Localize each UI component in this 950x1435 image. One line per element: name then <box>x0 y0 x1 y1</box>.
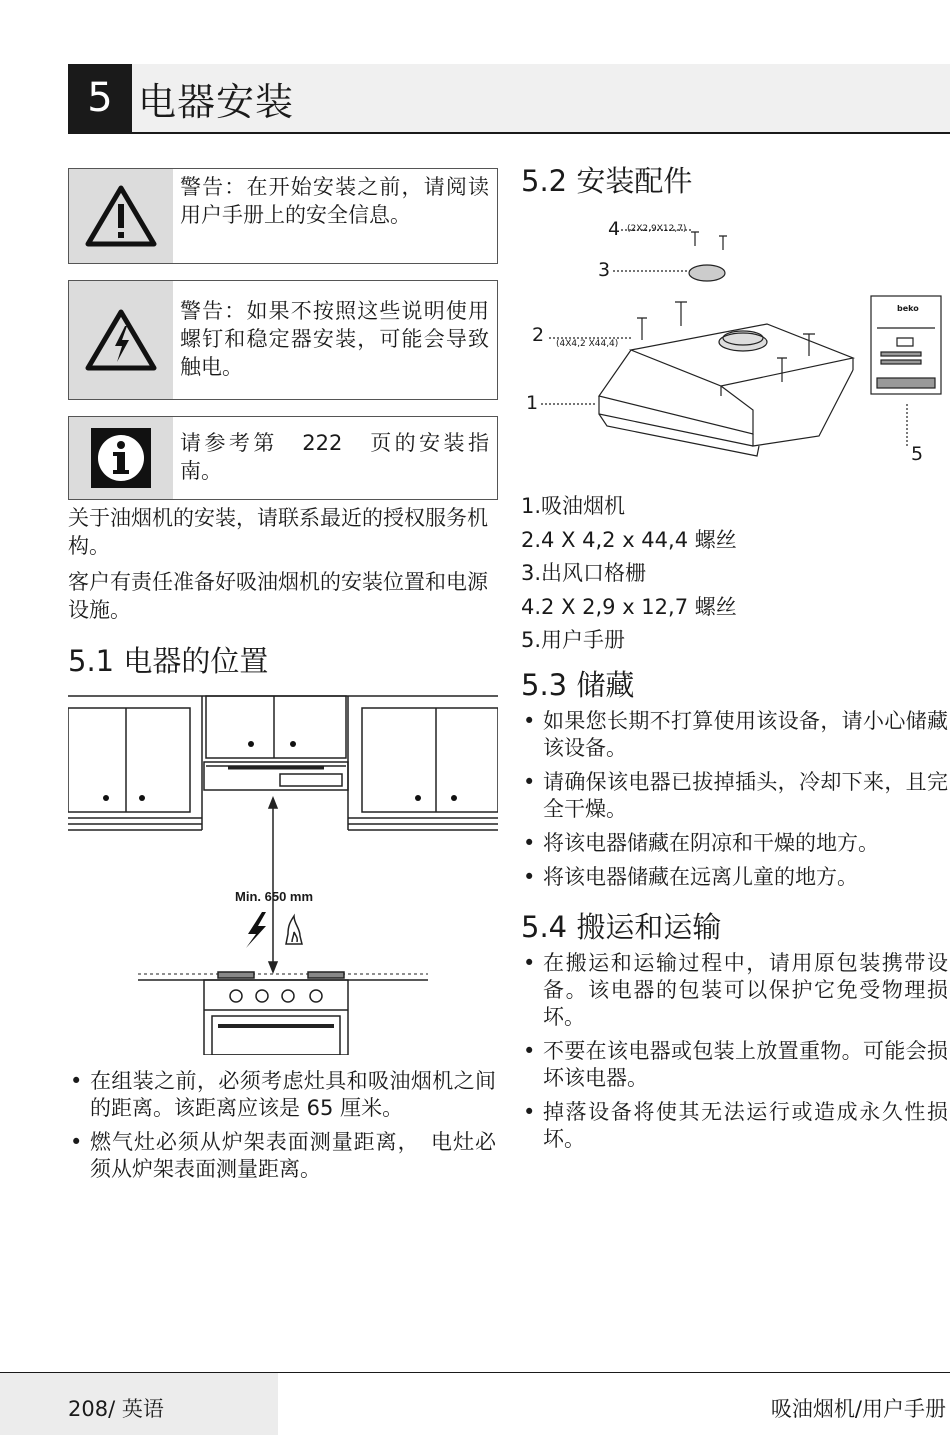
list-item: • 燃气灶必须从炉架表面测量距离， 电灶必须从炉架表面测量距离。 <box>68 1129 496 1183</box>
warning-box-safety <box>68 168 498 264</box>
section-5-3-bullets <box>521 708 948 898</box>
warning-triangle-icon <box>69 169 173 263</box>
list-item: • 不要在该电器或包装上放置重物。可能会损坏该电器。 <box>521 1038 948 1092</box>
list-item: • 在搬运和运输过程中，请用原包装携带设备。该电器的包装可以保护它免受物理损坏。 <box>521 950 948 1031</box>
list-item: 4.2 X 2,9 x 12,7 螺丝 <box>521 594 737 619</box>
callout-4: 4 <box>608 218 621 240</box>
warning-box-shock <box>68 280 498 400</box>
section-5-4-title: 5.4 搬运和运输 <box>521 910 722 944</box>
list-item: • 如果您长期不打算使用该设备，请小心储藏该设备。 <box>521 708 948 762</box>
list-item: 2.4 X 4,2 x 44,4 螺丝 <box>521 527 737 552</box>
list-item: 1.吸油烟机 <box>521 494 626 518</box>
chapter-number: 5 <box>68 64 132 132</box>
parts-list <box>521 490 950 658</box>
list-item: • 在组装之前，必须考虑灶具和吸油烟机之间的距离。该距离应该是 65 厘米。 <box>68 1068 496 1122</box>
warning-text-shock: 警告：如果不按照这些说明使用螺钉和稳定器安装，可能会导致触电。 <box>180 299 489 379</box>
intro-paragraph-responsibility: 客户有责任准备好吸油烟机的安装位置和电源设施。 <box>68 570 488 622</box>
chapter-title: 电器安装 <box>138 80 295 124</box>
intro-paragraph-service: 关于油烟机的安装，请联系最近的授权服务机构。 <box>68 506 488 558</box>
callout-5: 5 <box>911 443 924 465</box>
list-item: • 掉落设备将使其无法运行或造成永久性损坏。 <box>521 1099 948 1153</box>
section-5-1-bullets <box>68 1068 496 1190</box>
electric-shock-icon <box>69 281 173 399</box>
callout-3: 3 <box>598 259 611 281</box>
min-distance-label: Min. 650 mm <box>235 889 314 904</box>
callout-2: 2 <box>532 324 545 346</box>
list-item: • 将该电器储藏在阴凉和干燥的地方。 <box>521 830 948 857</box>
hood-position-diagram <box>68 690 498 1055</box>
callout-2-spec: (4X4,2 X44,4) <box>556 339 619 349</box>
callout-1: 1 <box>526 392 539 414</box>
list-item: 3.出风口格栅 <box>521 561 647 585</box>
manual-brand: beko <box>897 304 919 313</box>
info-text: 请参考第 222 页的安装指南。 <box>180 431 489 483</box>
info-icon <box>69 417 173 499</box>
info-box-install-guide <box>68 416 498 500</box>
page-number: 208/ 英语 <box>68 1397 164 1421</box>
warning-text-safety: 警告：在开始安装之前，请阅读用户手册上的安全信息。 <box>180 175 489 227</box>
section-5-4-bullets <box>521 950 948 1160</box>
footer-divider <box>0 1372 950 1373</box>
section-5-3-title: 5.3 储藏 <box>521 668 635 702</box>
list-item: • 将该电器储藏在远离儿童的地方。 <box>521 864 948 891</box>
section-5-2-title: 5.2 安装配件 <box>521 164 693 198</box>
list-item: 5.用户手册 <box>521 628 626 652</box>
document-title: 吸油烟机/用户手册 <box>770 1397 946 1421</box>
list-item: • 请确保该电器已拔掉插头，冷却下来，且完全干燥。 <box>521 769 948 823</box>
section-5-1-title: 5.1 电器的位置 <box>68 644 269 678</box>
callout-4-spec: (2X2,9X12,7) <box>627 224 687 234</box>
